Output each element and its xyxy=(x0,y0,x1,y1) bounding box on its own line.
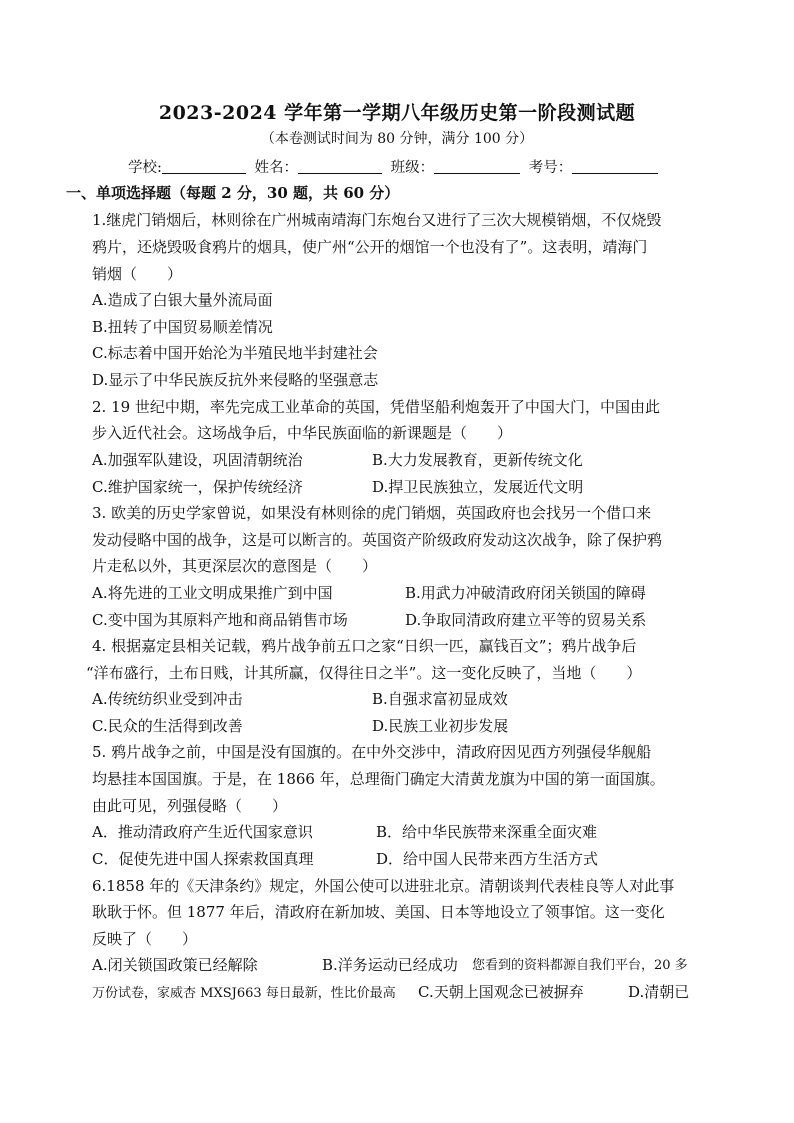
question-4-option-c: C.民众的生活得到改善 xyxy=(92,717,243,735)
question-6-option-d: D.清朝已 xyxy=(628,983,690,1001)
student-info-row xyxy=(128,156,662,177)
question-3-option-d: D.争取同清政府建立平等的贸易关系 xyxy=(405,611,647,629)
question-2-line-1: 2. 19 世纪中期，率先完成工业革命的英国，凭借坚船利炮轰开了中国大门，中国由此 xyxy=(92,398,660,416)
question-6-line-3: 反映了（ ） xyxy=(92,930,198,948)
class-blank xyxy=(434,158,520,174)
question-3-line-1: 3. 欧美的历史学家曾说，如果没有林则徐的虎门销烟，英国政府也会找另一个借口来 xyxy=(92,504,652,522)
question-1-line-2: 鸦片，还烧毁吸食鸦片的烟具，使广州“公开的烟馆一个也没有了”。这表明，靖海门 xyxy=(92,238,648,256)
question-1-line-3: 销烟（ ） xyxy=(92,265,183,283)
question-2-option-c: C.维护国家统一，保护传统经济 xyxy=(92,478,303,496)
exam-no-blank xyxy=(572,158,658,174)
name-label: 姓名： xyxy=(254,160,298,176)
question-5-option-d: D．给中国人民带来西方生活方式 xyxy=(376,850,599,868)
school-label: 学校: xyxy=(128,160,162,176)
question-5-line-1: 5. 鸦片战争之前，中国是没有国旗的。在中外交涉中，清政府因见西方列强侵华舰船 xyxy=(92,743,652,761)
exam-subtitle: （本卷测试时间为 80 分钟，满分 100 分） xyxy=(260,131,534,147)
question-3-option-a: A.将先进的工业文明成果推广到中国 xyxy=(92,584,333,602)
class-label: 班级： xyxy=(390,160,435,176)
watermark-line-1: 您看到的资料都源自我们平台，20 多 xyxy=(472,958,688,973)
watermark-line-2: 万份试卷，家威杏 MXSJ663 每日最新，性比价最高 xyxy=(92,986,396,1001)
question-2-option-a: A.加强军队建设，巩固清朝统治 xyxy=(92,451,303,469)
question-6-option-a: A.闭关锁国政策已经解除 xyxy=(92,956,258,974)
question-3-line-2: 发动侵略中国的战争，这是可以断言的。英国资产阶级政府发动这次战争，除了保护鸦 xyxy=(92,531,663,549)
question-5-line-3: 由此可见，列强侵略（ ） xyxy=(92,797,288,815)
question-4-option-b: B.自强求富初显成效 xyxy=(372,690,508,708)
section-title: 一、单项选择题（每题 2 分，30 题，共 60 分） xyxy=(66,184,400,202)
question-5-option-c: C．促使先进中国人探索救国真理 xyxy=(92,850,314,868)
question-6-line-2: 耿耿于怀。但 1877 年后，清政府在新加坡、美国、日本等地设立了领事馆。这一变化 xyxy=(92,903,665,921)
question-6-option-c: C.天朝上国观念已被摒弃 xyxy=(418,983,584,1001)
question-4-line-2: “洋布盛行，土布日贱，计其所赢，仅得往日之半”。这一变化反映了，当地（ ） xyxy=(86,664,642,682)
question-4-option-d: D.民族工业初步发展 xyxy=(372,717,509,735)
question-1-option-b: B.扭转了中国贸易顺差情况 xyxy=(92,318,273,336)
question-1-option-a: A.造成了白银大量外流局面 xyxy=(92,291,273,309)
question-3-line-3: 片走私以外，其更深层次的意图是（ ） xyxy=(92,557,378,575)
question-5-line-2: 均悬挂本国国旗。于是，在 1866 年，总理衙门确定大清黄龙旗为中国的第一面国旗。 xyxy=(92,770,665,788)
question-5-option-b: B．给中华民族带来深重全面灾难 xyxy=(376,823,598,841)
question-1-line-1: 1.继虎门销烟后，林则徐在广州城南靖海门东炮台又进行了三次大规模销烟，不仅烧毁 xyxy=(92,211,662,229)
question-3-option-b: B.用武力冲破清政府闭关锁国的障碍 xyxy=(405,584,646,602)
question-2-option-b: B.大力发展教育，更新传统文化 xyxy=(372,451,583,469)
question-3-option-c: C.变中国为其原料产地和商品销售市场 xyxy=(92,611,348,629)
question-6-line-1: 6.1858 年的《天津条约》规定，外国公使可以进驻北京。清朝谈判代表桂良等人对此事 xyxy=(92,877,675,895)
question-1-option-d: D.显示了中华民族反抗外来侵略的坚强意志 xyxy=(92,371,379,389)
question-1-option-c: C.标志着中国开始沦为半殖民地半封建社会 xyxy=(92,344,378,362)
exam-no-label: 考号： xyxy=(528,160,573,176)
name-blank xyxy=(298,158,382,174)
question-4-line-1: 4. 根据嘉定县相关记载，鸦片战争前五口之家“日织一匹，赢钱百文”；鸦片战争后 xyxy=(92,637,637,655)
question-6-option-b: B.洋务运动已经成功 xyxy=(322,956,458,974)
question-2-line-2: 步入近代社会。这场战争后，中华民族面临的新课题是（ ） xyxy=(92,424,513,442)
question-4-option-a: A.传统纺织业受到冲击 xyxy=(92,690,243,708)
question-5-option-a: A．推动清政府产生近代国家意识 xyxy=(92,823,313,841)
page-title: 2023-2024 学年第一学期八年级历史第一阶段测试题 xyxy=(158,102,636,124)
school-blank xyxy=(162,158,246,174)
question-2-option-d: D.捍卫民族独立，发展近代文明 xyxy=(372,478,584,496)
